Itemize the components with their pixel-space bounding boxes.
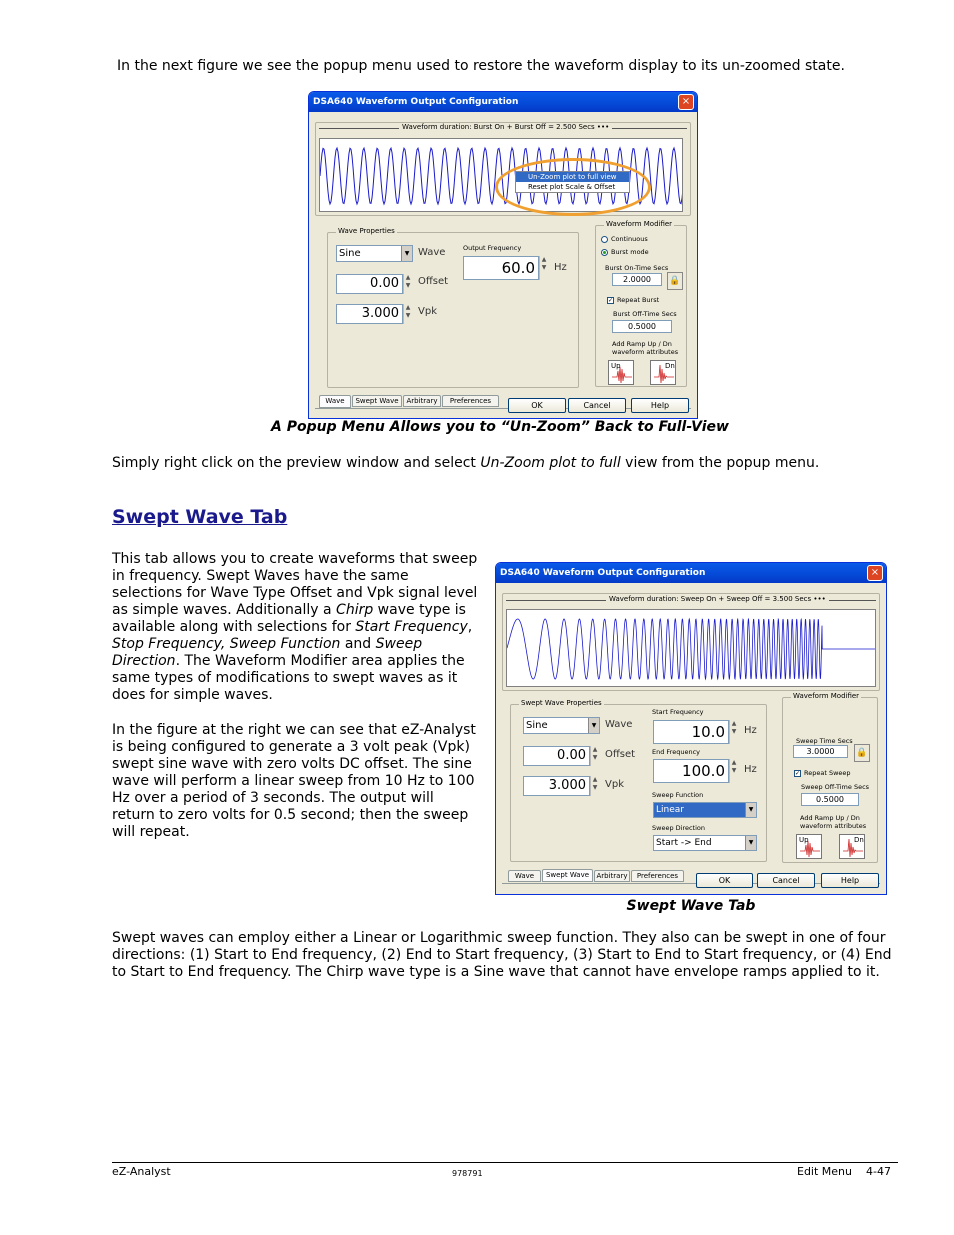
burst-on-time-label: Burst On-Time Secs bbox=[605, 264, 669, 272]
swept-config-paragraph: In the figure at the right we can see that eZ-Analyst is being configured to generate a 3 volt peak (Vpk) swept sine wave with zero volts DC offset. The sine wave will perform a linear sweep from 10 Hz to 100 Hz over a period of 3 seconds. The output will return to zero volts for 0.5 second; then the sweep will repeat. bbox=[112, 722, 476, 840]
help-button[interactable]: Help bbox=[631, 398, 689, 413]
ok-button[interactable]: OK bbox=[696, 873, 753, 888]
ramp-down-button[interactable] bbox=[839, 834, 865, 859]
burst-off-time-label: Burst Off-Time Secs bbox=[613, 310, 677, 318]
end-spinner-icon[interactable]: ▲ ▼ bbox=[729, 759, 738, 783]
wave-label: Wave bbox=[418, 247, 446, 258]
vpk-spinner-icon[interactable]: ▲ ▼ bbox=[403, 304, 412, 324]
vpk-label: Vpk bbox=[605, 779, 624, 790]
close-icon[interactable]: × bbox=[867, 565, 883, 581]
cancel-button[interactable]: Cancel bbox=[568, 398, 626, 413]
chevron-down-icon: ▼ bbox=[588, 718, 599, 733]
footer-left: eZ-Analyst bbox=[112, 1165, 171, 1178]
ramp-down-button[interactable] bbox=[650, 360, 676, 385]
swept-wave-plot bbox=[507, 610, 876, 687]
output-frequency-label: Output Frequency bbox=[463, 244, 522, 252]
footer-center: 978791 bbox=[452, 1169, 483, 1178]
wave-type-value: Sine bbox=[526, 720, 548, 731]
figure-caption-2: Swept Wave Tab bbox=[626, 898, 756, 914]
radio-on-icon bbox=[601, 249, 608, 256]
ramp-label-2: waveform attributes bbox=[800, 822, 867, 830]
continuous-label: Continuous bbox=[611, 235, 648, 243]
footer-rule bbox=[112, 1162, 898, 1163]
burst-mode-label: Burst mode bbox=[611, 248, 649, 256]
offset-spinner-icon[interactable]: ▲ ▼ bbox=[403, 274, 412, 294]
tab-preferences[interactable]: Preferences bbox=[631, 870, 684, 882]
waveform-modifier-label: Waveform Modifier bbox=[793, 692, 860, 700]
end-frequency-label: End Frequency bbox=[652, 748, 700, 756]
start-frequency-label: Start Frequency bbox=[652, 708, 704, 716]
frequency-spinner-icon[interactable]: ▲ ▼ bbox=[539, 256, 548, 280]
sweep-direction-label: Sweep Direction bbox=[652, 824, 705, 832]
unzoom-text-emphasis: Un-Zoom plot to full bbox=[480, 455, 621, 471]
wave-type-select[interactable] bbox=[523, 717, 600, 734]
vpk-input[interactable]: 3.000 bbox=[336, 304, 403, 324]
tab-arbitrary[interactable]: Arbitrary bbox=[403, 395, 441, 407]
vpk-label: Vpk bbox=[418, 306, 437, 317]
p1-em-2: Start Frequency bbox=[355, 619, 468, 635]
chevron-down-icon: ▼ bbox=[745, 803, 756, 817]
checkbox-checked-icon: ✓ bbox=[795, 769, 801, 777]
p1-text-3: , bbox=[467, 619, 473, 635]
ok-button[interactable]: OK bbox=[508, 398, 566, 413]
offset-input[interactable]: 0.00 bbox=[523, 746, 590, 766]
end-frequency-input[interactable]: 100.0 bbox=[653, 759, 729, 783]
wave-type-select[interactable] bbox=[336, 245, 413, 262]
start-spinner-icon[interactable]: ▲ ▼ bbox=[729, 720, 738, 744]
help-button[interactable]: Help bbox=[821, 873, 879, 888]
p1-text-4: and bbox=[340, 636, 376, 652]
waveform-config-dialog-2 bbox=[495, 562, 887, 895]
ramp-up-button[interactable] bbox=[608, 360, 634, 385]
offset-label: Offset bbox=[418, 276, 449, 287]
wave-type-value: Sine bbox=[339, 248, 361, 259]
repeat-burst-label: Repeat Burst bbox=[617, 296, 660, 304]
output-frequency-input[interactable]: 60.0 bbox=[463, 256, 539, 280]
offset-input[interactable]: 0.00 bbox=[336, 274, 403, 294]
sweep-off-time-label: Sweep Off-Time Secs bbox=[801, 783, 870, 791]
repeat-burst-checkbox[interactable] bbox=[607, 296, 659, 304]
dialog-title: DSA640 Waveform Output Configuration bbox=[309, 92, 697, 112]
ramp-up-label: Up bbox=[611, 362, 621, 370]
unzoom-text-pre: Simply right click on the preview window and select bbox=[112, 455, 481, 471]
vpk-spinner-icon[interactable]: ▲ ▼ bbox=[590, 776, 599, 796]
waveform-duration: Waveform duration: Sweep On + Sweep Off = 3.500 Secs ••• bbox=[606, 595, 829, 603]
ramp-label-2: waveform attributes bbox=[612, 348, 679, 356]
section-heading: Swept Wave Tab bbox=[112, 506, 288, 528]
ramp-up-button[interactable] bbox=[796, 834, 822, 859]
p1-em-4: Sweep Direction bbox=[112, 636, 423, 669]
sweep-function-value: Linear bbox=[656, 805, 684, 815]
start-frequency-unit: Hz bbox=[744, 725, 757, 736]
cancel-button[interactable]: Cancel bbox=[757, 873, 815, 888]
swept-intro-paragraph bbox=[112, 551, 482, 704]
lock-icon[interactable]: 🔒 bbox=[667, 272, 683, 290]
tab-swept-wave[interactable]: Swept Wave bbox=[542, 869, 593, 882]
unzoom-paragraph bbox=[112, 455, 902, 472]
sweep-time-input[interactable]: 3.0000 bbox=[793, 745, 848, 758]
intro-text: In the next figure we see the popup menu used to restore the waveform display to its un-zoomed state. bbox=[117, 58, 845, 74]
burst-mode-radio[interactable] bbox=[601, 248, 649, 256]
sweep-off-time-input[interactable]: 0.5000 bbox=[801, 793, 859, 806]
waveform-modifier-label: Waveform Modifier bbox=[606, 220, 673, 228]
p1-em-1: Chirp bbox=[336, 602, 374, 618]
end-frequency-unit: Hz bbox=[744, 764, 757, 775]
figure-caption-1: A Popup Menu Allows you to “Un-Zoom” Back to Full-View bbox=[271, 419, 729, 435]
reset-scale-menu-item[interactable]: Reset plot Scale & Offset bbox=[528, 183, 616, 191]
waveform-preview[interactable] bbox=[506, 609, 876, 687]
ramp-down-label: Dn bbox=[665, 362, 675, 370]
close-icon[interactable]: × bbox=[678, 94, 694, 110]
p1-text-5: . The Waveform Modifier area applies the same types of modifications to swept waves as it does for simple waves. bbox=[112, 653, 465, 703]
radio-off-icon bbox=[601, 236, 608, 243]
footer-right: Edit Menu 4-47 bbox=[797, 1165, 891, 1178]
ramp-label-1: Add Ramp Up / Dn bbox=[800, 814, 860, 822]
ramp-down-label: Dn bbox=[854, 836, 864, 844]
repeat-sweep-label: Repeat Sweep bbox=[804, 769, 851, 777]
sweep-direction-value: Start -> End bbox=[656, 838, 712, 848]
checkbox-checked-icon: ✓ bbox=[608, 296, 614, 304]
tab-swept-wave[interactable]: Swept Wave bbox=[352, 395, 402, 407]
continuous-radio[interactable] bbox=[601, 235, 648, 243]
frequency-unit: Hz bbox=[554, 262, 567, 273]
chevron-down-icon: ▼ bbox=[745, 836, 756, 850]
sweep-time-label: Sweep Time Secs bbox=[796, 737, 853, 745]
highlight-ellipse bbox=[495, 158, 651, 216]
ramp-up-label: Up bbox=[799, 836, 809, 844]
offset-spinner-icon[interactable]: ▲ ▼ bbox=[590, 746, 599, 766]
wave-label: Wave bbox=[605, 719, 633, 730]
tab-wave[interactable]: Wave bbox=[319, 395, 351, 408]
tab-arbitrary[interactable]: Arbitrary bbox=[594, 870, 630, 882]
swept-wave-properties-label: Swept Wave Properties bbox=[521, 699, 602, 707]
waveform-config-dialog-1 bbox=[308, 91, 698, 419]
sweep-function-select[interactable] bbox=[653, 802, 757, 818]
unzoom-menu-item[interactable]: Un-Zoom plot to full view bbox=[516, 172, 629, 182]
vpk-input[interactable]: 3.000 bbox=[523, 776, 590, 796]
tab-preferences[interactable]: Preferences bbox=[442, 395, 499, 407]
repeat-sweep-checkbox[interactable] bbox=[794, 769, 851, 777]
sweep-direction-select[interactable] bbox=[653, 835, 757, 851]
sweep-directions-paragraph: Swept waves can employ either a Linear or Logarithmic sweep function. They also can be swept in one of four directions: (1) Start to End frequency, (2) End to Start frequency, (3) Start to End to Start frequency, or (4) End to Start to End frequency. The Chirp wave type is a Sine wave that cannot have envelope ramps applied to it. bbox=[112, 930, 892, 980]
p1-text-1: This tab allows you to create waveforms that sweep in frequency. Swept Waves have the same selections for Wave Type Offset and Vpk signal level as simple waves. Additionally a bbox=[112, 551, 478, 618]
waveform-duration: Waveform duration: Burst On + Burst Off = 2.500 Secs ••• bbox=[399, 123, 612, 131]
chevron-down-icon: ▼ bbox=[401, 246, 412, 261]
dialog-title: DSA640 Waveform Output Configuration bbox=[496, 563, 886, 583]
offset-label: Offset bbox=[605, 749, 636, 760]
tab-wave[interactable]: Wave bbox=[508, 870, 541, 882]
p1-text-2: wave type is available along with selections for bbox=[112, 602, 466, 635]
lock-icon[interactable]: 🔒 bbox=[854, 744, 870, 762]
burst-off-time-input[interactable]: 0.5000 bbox=[612, 320, 672, 333]
unzoom-text-post: view from the popup menu. bbox=[620, 455, 820, 471]
wave-properties-label: Wave Properties bbox=[338, 227, 395, 235]
p1-em-3: Stop Frequency, Sweep Function bbox=[112, 636, 341, 652]
burst-on-time-input[interactable]: 2.0000 bbox=[612, 273, 662, 286]
ramp-label-1: Add Ramp Up / Dn bbox=[612, 340, 672, 348]
sweep-function-label: Sweep Function bbox=[652, 791, 704, 799]
start-frequency-input[interactable]: 10.0 bbox=[653, 720, 729, 744]
